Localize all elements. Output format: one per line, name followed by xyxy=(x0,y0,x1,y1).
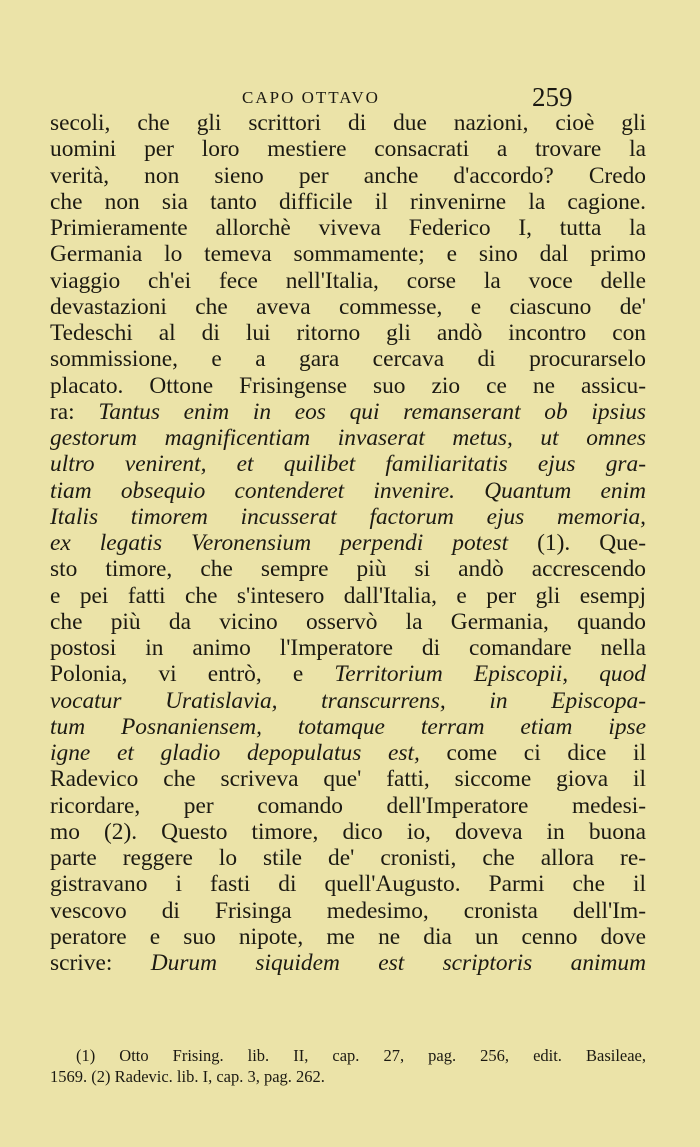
text-line xyxy=(50,425,646,451)
text-line xyxy=(50,399,646,425)
text-line xyxy=(50,924,646,950)
text-line xyxy=(50,556,646,582)
text-segment: placato. Ottone Frisingense suo zio ce ne assicu- xyxy=(50,372,646,399)
body-text xyxy=(50,110,646,976)
italic-quote-segment: Italis timorem incusserat factorum ejus memoria, xyxy=(50,503,646,530)
text-segment: postosi in animo l'Imperatore di comandare nella xyxy=(50,635,646,661)
text-segment: Tedeschi al di lui ritorno gli andò incontro con xyxy=(50,320,646,346)
text-line xyxy=(50,451,646,477)
text-line xyxy=(50,346,646,372)
text-line xyxy=(50,294,646,320)
text-segment: sto timore, che sempre più si andò accrescendo xyxy=(50,556,646,583)
text-line xyxy=(50,215,646,241)
text-line xyxy=(50,845,646,871)
text-line xyxy=(50,110,646,136)
text-line xyxy=(50,609,646,635)
text-segment: Polonia, vi entrò, e xyxy=(50,661,335,688)
text-segment: gistravano i fasti di quell'Augusto. Parmi che il xyxy=(50,871,646,898)
page-number: 259 xyxy=(532,82,573,112)
text-line xyxy=(50,766,646,792)
text-segment: Primieramente allorchè viveva Federico I, tutta la xyxy=(50,215,646,241)
text-segment: viaggio ch'ei fece nell'Italia, corse la voce delle xyxy=(50,267,646,294)
text-segment: che non sia tanto difficile il rinvenirne la cagione. xyxy=(50,188,646,215)
text-line xyxy=(50,714,646,740)
text-line xyxy=(50,241,646,267)
italic-quote-segment: ex legatis Veronensium perpendi potest xyxy=(50,530,509,556)
text-line xyxy=(50,320,646,346)
italic-quote-segment: tum Posnaniensem, totamque terram etiam ipse xyxy=(50,713,646,740)
footnote-line: 1569. (2) Radevic. lib. I, cap. 3, pag. 262. xyxy=(50,1067,325,1086)
text-segment: verità, non sieno per anche d'accordo? Credo xyxy=(50,162,646,189)
text-segment: (1). Que- xyxy=(508,530,647,556)
italic-quote-segment: Territorium Episcopii, quod xyxy=(334,661,646,688)
text-line xyxy=(50,163,646,189)
text-line xyxy=(50,373,646,399)
text-segment: vescovo di Frisinga medesimo, cronista dell'Im- xyxy=(50,897,646,924)
text-segment: ra: xyxy=(50,398,99,425)
text-segment: uomini per loro mestiere consacrati a trovare la xyxy=(50,136,646,163)
footnotes xyxy=(50,1045,646,1087)
italic-quote-segment: Tantus enim in eos qui remanserant ob ipsius xyxy=(98,398,646,425)
footnote-line: (1) Otto Frising. lib. II, cap. 27, pag. 256, edit. Basileae, xyxy=(76,1046,646,1065)
text-line xyxy=(50,189,646,215)
text-segment: sommissione, e a gara cercava di procurarselo xyxy=(50,346,646,373)
text-line xyxy=(50,740,646,766)
text-line xyxy=(50,688,646,714)
chapter-title: CAPO OTTAVO xyxy=(242,88,380,107)
text-segment: Radevico che scriveva que' fatti, siccome giova il xyxy=(50,766,646,793)
text-line xyxy=(50,793,646,819)
text-line xyxy=(50,268,646,294)
italic-quote-segment: tiam obsequio contenderet invenire. Quantum enim xyxy=(50,477,646,504)
text-line xyxy=(50,478,646,504)
text-segment: che più da vicino osservò la Germania, quando xyxy=(50,608,646,635)
text-segment: parte reggere lo stile de' cronisti, che allora re- xyxy=(50,845,646,871)
text-segment: come ci dice il xyxy=(419,740,646,766)
running-head xyxy=(0,82,700,112)
text-line xyxy=(50,136,646,162)
italic-quote-segment: igne et gladio depopulatus est, xyxy=(50,740,420,766)
text-segment: devastazioni che aveva commesse, e ciascuno de' xyxy=(50,293,646,320)
text-line xyxy=(50,898,646,924)
text-line xyxy=(50,661,646,687)
italic-quote-segment: Durum siquidem est scriptoris animum xyxy=(150,950,646,976)
text-line xyxy=(50,530,646,556)
text-segment: secoli, che gli scrittori di due nazioni, cioè gli xyxy=(50,110,646,136)
text-line xyxy=(50,583,646,609)
text-segment: Germania lo temeva sommamente; e sino dal primo xyxy=(50,241,646,268)
text-line xyxy=(50,819,646,845)
italic-quote-segment: gestorum magnificentiam invaserat metus, ut omnes xyxy=(50,425,646,451)
text-line xyxy=(50,950,646,976)
italic-quote-segment: vocatur Uratislavia, transcurrens, in Episcopa- xyxy=(50,687,646,714)
text-segment: scrive: xyxy=(50,950,151,976)
text-segment: e pei fatti che s'intesero dall'Italia, e per gli esempj xyxy=(50,582,646,609)
text-line xyxy=(50,635,646,661)
text-segment: mo (2). Questo timore, dico io, doveva in buona xyxy=(50,818,646,845)
text-line xyxy=(50,504,646,530)
text-segment: peratore e suo nipote, me ne dia un cenno dove xyxy=(50,923,646,950)
text-segment: ricordare, per comando dell'Imperatore medesi- xyxy=(50,792,646,819)
italic-quote-segment: ultro venirent, et quilibet familiaritatis ejus gra- xyxy=(50,451,646,478)
text-line xyxy=(50,871,646,897)
